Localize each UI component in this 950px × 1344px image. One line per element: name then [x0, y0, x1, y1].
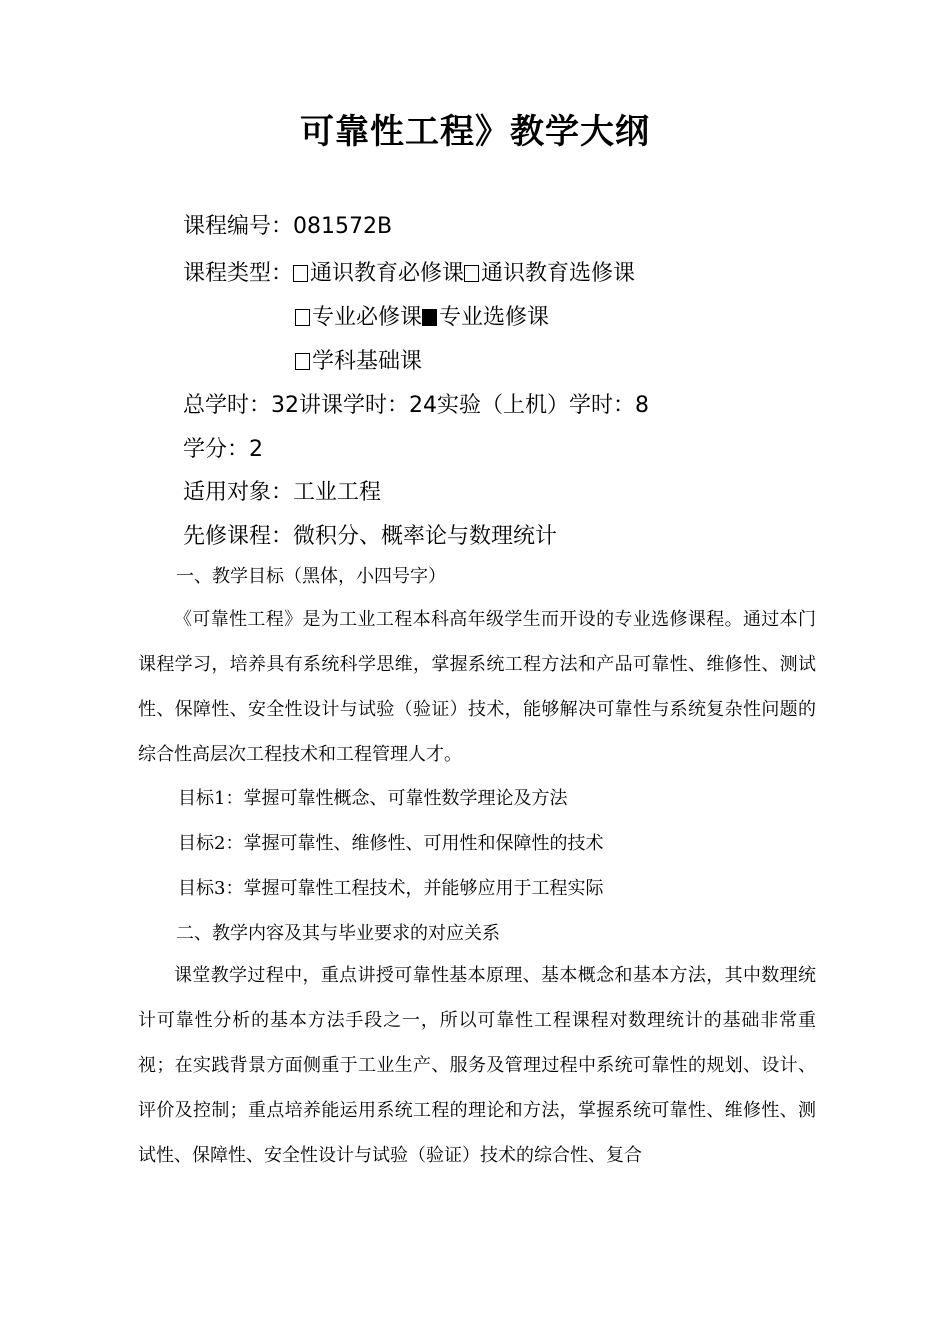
course-type-option: 专业必修课: [312, 305, 423, 330]
checkbox-icon: [295, 353, 310, 370]
course-type-row-2: [295, 303, 549, 333]
section-paragraph: 课堂教学过程中，重点讲授可靠性基本原理、基本概念和基本方法，其中数理统计可靠性分析的基本方法手段之一，所以可靠性工程课程对数理统计的基础非常重视；在实践背景方面侧重于工业生产、服务及管理过程中系统可靠性的规划、设计、评价及控制；重点培养能运用系统工程的理论和方法，掌握系统可靠性、维修性、测试性、保障性、安全性设计与试验（验证）技术的综合性、复合: [138, 965, 816, 1166]
audience: 适用对象：工业工程: [183, 480, 382, 505]
total-hours: 总学时：32讲课学时：24实验（上机）学时：8: [183, 393, 649, 418]
section-heading: 二、教学内容及其与毕业要求的对应关系: [176, 923, 500, 944]
course-type-label: 课程类型：: [183, 261, 294, 286]
goal-item: 目标1：掌握可靠性概念、可靠性数学理论及方法: [178, 788, 568, 809]
section-paragraph: 《可靠性工程》是为工业工程本科高年级学生而开设的专业选修课程。通过本门课程学习，培养具有系统科学思维，掌握系统工程方法和产品可靠性、维修性、测试性、保障性、安全性设计与试验（验证）技术，能够解决可靠性与系统复杂性问题的综合性高层次工程技术和工程管理人才。: [138, 609, 816, 765]
course-type-row-1: [183, 259, 635, 289]
document-title: 可靠性工程》教学大纲: [300, 112, 650, 152]
checkbox-checked-icon: [422, 309, 437, 326]
goal-item: 目标3：掌握可靠性工程技术，并能够应用于工程实际: [178, 878, 604, 899]
prerequisites: 先修课程：微积分、概率论与数理统计: [183, 524, 558, 549]
section-heading: 一、教学目标（黑体，小四号字）: [176, 566, 446, 587]
checkbox-icon: [295, 309, 310, 326]
course-type-option: 学科基础课: [312, 349, 423, 374]
course-type-option: 专业选修课: [439, 305, 550, 330]
course-code: 课程编号：081572B: [183, 214, 393, 239]
checkbox-icon: [464, 265, 479, 282]
course-type-option: 通识教育必修课: [310, 261, 465, 286]
checkbox-icon: [293, 265, 308, 282]
course-type-option: 通识教育选修课: [481, 261, 636, 286]
credits: 学分：2: [183, 437, 263, 462]
course-type-row-3: [295, 347, 422, 377]
goal-item: 目标2：掌握可靠性、维修性、可用性和保障性的技术: [178, 833, 604, 854]
